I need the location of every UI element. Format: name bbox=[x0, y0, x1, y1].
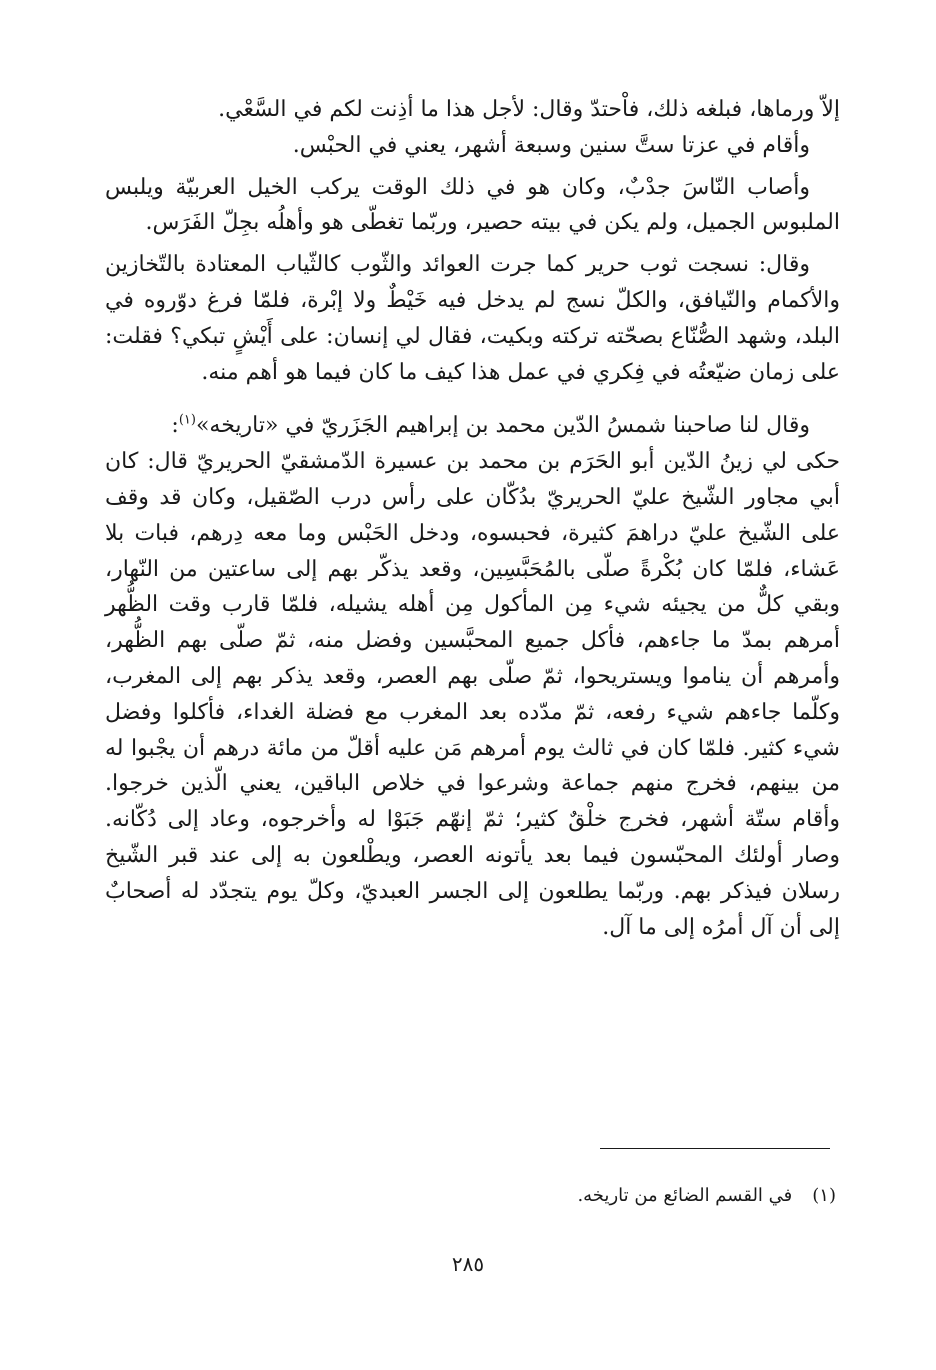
footnote-reference[interactable]: (١) bbox=[178, 413, 196, 429]
page-number: ٢٨٥ bbox=[451, 1252, 485, 1276]
paragraph-2: وأقام في عزتا ستَّ سنين وسبعة أشهر، يعني في الحبْس. bbox=[292, 132, 810, 158]
main-text bbox=[105, 92, 840, 945]
paragraph-4: وقال: نسجت ثوب حرير كما جرت العوائد والثّوب كالثّياب المعتادة بالتّخازين والأكمام والنّيافق، والكلّ نسج لم يدخل فيه خَيْطٌ ولا إبْرة، فلمّا فرغ دوّروه في البلد، وشهد الصُّنّاع بصحّته تركته وبكيت، فقال لي إنسان: على أَيْشٍ تبكي؟ فقلت: على زمان ضيّعتُه في فِكري في عمل هذا كيف ما كان فيما هو أهم منه. bbox=[105, 252, 840, 385]
paragraph-5: حكى لي زينُ الدّين أبو الحَرَم بن محمد بن عسيرة الدّمشقيّ الحريريّ قال: كان أبي مجاور الشّيخ عليّ الحريريّ بدُكّان على رأس درب الصّقيل، وكان قد وقف على الشّيخ عليّ دراهمَ كثيرة، فحبسوه، ودخل الحَبْس وما معه دِرهم، فبات بلا عَشاء، فلمّا كان بُكْرةً صلّى بالمُحَبَّسِين، وقعد يذكّر بهم إلى ساعتين من النّهار، وبقي كلٌّ من يجيئه شيء مِن المأكول مِن أهله يشيله، فلمّا قارب وقت الظُّهر أمرهم بمدّ ما جاءهم، فأكل جميع المحبَّسين وفضل منه، ثمّ صلّى بهم الظُّهر، وأمرهم أن يناموا ويستريحوا، ثمّ صلّى بهم العصر، وقعد يذكر بهم إلى المغرب، وكلّما جاءهم شيء رفعه، ثمّ مدّده بعد المغرب مع فضلة الغداء، فأكلوا وفضل شيء كثير. فلمّا كان في ثالث يوم أمرهم مَن عليه أقلّ من مائة درهم أن يجْبوا له من بينهم، فخرج منهم جماعة وشرعوا في خلاص الباقين، يعني الّذين خرجوا. وأقام ستّة أشهر، فخرج خلْقٌ كثير؛ ثمّ إنهّم جَبَوْا له وأخرجوه، وعاد إلى دُكّانه. وصار أولئك المحبّسون فيما بعد يأتونه العصر، ويطْلعون به إلى عند قبر الشّيخ رسلان فيذكر بهم. وربّما يطلعون إلى الجسر العبديّ، وكلّ يوم يتجدّد له أصحابٌ إلى أن آل أمرُه إلى ما آل. bbox=[105, 449, 840, 940]
footnote-divider bbox=[600, 1148, 830, 1149]
paragraph-3: وأصاب النّاسَ جدْبٌ، وكان هو في ذلك الوقت يركب الخيل العربيّة ويلبس الملبوس الجميل، ولم يكن في بيته حصير، وربّما تغطّى هو وأهلُه بجِلّ الفَرَس. bbox=[105, 174, 840, 236]
citation-line bbox=[105, 408, 840, 444]
footnote-number: (١) bbox=[812, 1185, 836, 1206]
citation-lead: وقال لنا صاحبنا شمسُ الدّين محمد بن إبراهيم الجَزَريّ في «تاريخه» bbox=[195, 413, 810, 439]
citation-colon: : bbox=[171, 413, 179, 439]
paragraph-1: إلاّ ورماها، فبلغه ذلك، فاْحتدّ وقال: لأجل هذا ما أذِنت لكم في السَّعْي. bbox=[218, 97, 840, 122]
footnote-text: في القسم الضائع من تاريخه. bbox=[577, 1185, 793, 1206]
footnote bbox=[577, 1184, 836, 1208]
